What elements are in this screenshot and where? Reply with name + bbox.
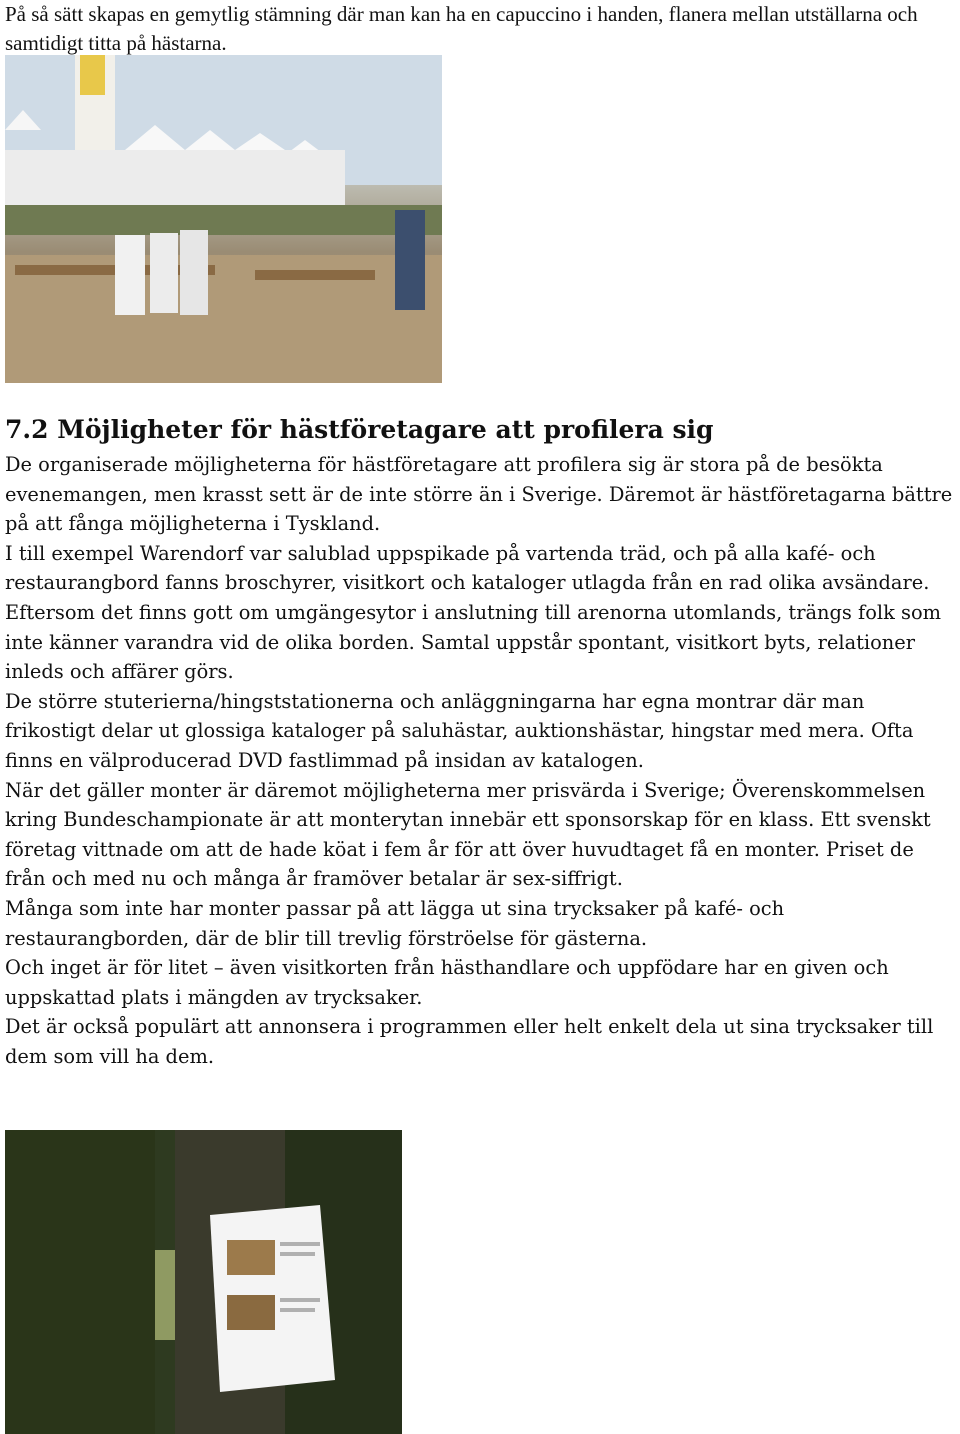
intro-paragraph: På så sätt skapas en gemytlig stämning där man kan ha en capuccino i handen, flanera mellan utställarna och samtidigt titta på hästarna.: [5, 2, 918, 55]
paragraph: Många som inte har monter passar på att lägga ut sina trycksaker på kafé- och restaurangborden, där de blir till trevlig förströelse för gästerna.: [5, 896, 785, 950]
section-heading: 7.2 Möjligheter för hästföretagare att profilera sig: [5, 415, 714, 444]
paragraph: Eftersom det finns gott om umgängesytor i anslutning till arenorna utomlands, trängs folk som inte känner varandra vid de olika borden. Samtal uppstår spontant, visitkort byts, relationer inleds och affärer görs.: [5, 600, 942, 684]
paragraph: När det gäller monter är däremot möjligheterna mer prisvärda i Sverige; Överenskommelsen kring Bundeschampionate är att monterytan innebär ett sponsorskap för en klass. Ett svenskt företag vittnade om att de hade köat i fem år för att över huvudtaget få en monter. Priset de från och med nu och många år framöver betalar är sex-siffrigt.: [5, 778, 931, 891]
fair-tents-photo: [5, 55, 442, 383]
paragraph: De större stuterierna/hingststationerna och anläggningarna har egna montrar där man frikostigt delar ut glossiga kataloger på saluhästar, auktionshästar, hingstar med mera. Ofta finns en välproducerad DVD fastlimmad på insidan av katalogen.: [5, 689, 914, 772]
section-body: [5, 450, 960, 1071]
tree-poster-photo: [5, 1130, 402, 1434]
paragraph: I till exempel Warendorf var salublad uppspikade på vartenda träd, och på alla kafé- och restaurangbord fanns broschyrer, visitkort och kataloger utlagda från en rad olika avsändare.: [5, 541, 930, 595]
paragraph: Och inget är för litet – även visitkorten från hästhandlare och uppfödare har en given och uppskattad plats i mängden av trycksaker.: [5, 956, 889, 1009]
paragraph: De organiserade möjligheterna för hästföretagare att profilera sig är stora på de besökta evenemangen, men krasst sett är de inte större än i Sverige. Däremot är hästföretagarna bättre på att fånga möjligheterna i Tyskland.: [5, 453, 953, 536]
paragraph: Det är också populärt att annonsera i programmen eller helt enkelt dela ut sina trycksaker till dem som vill ha dem.: [5, 1015, 934, 1068]
